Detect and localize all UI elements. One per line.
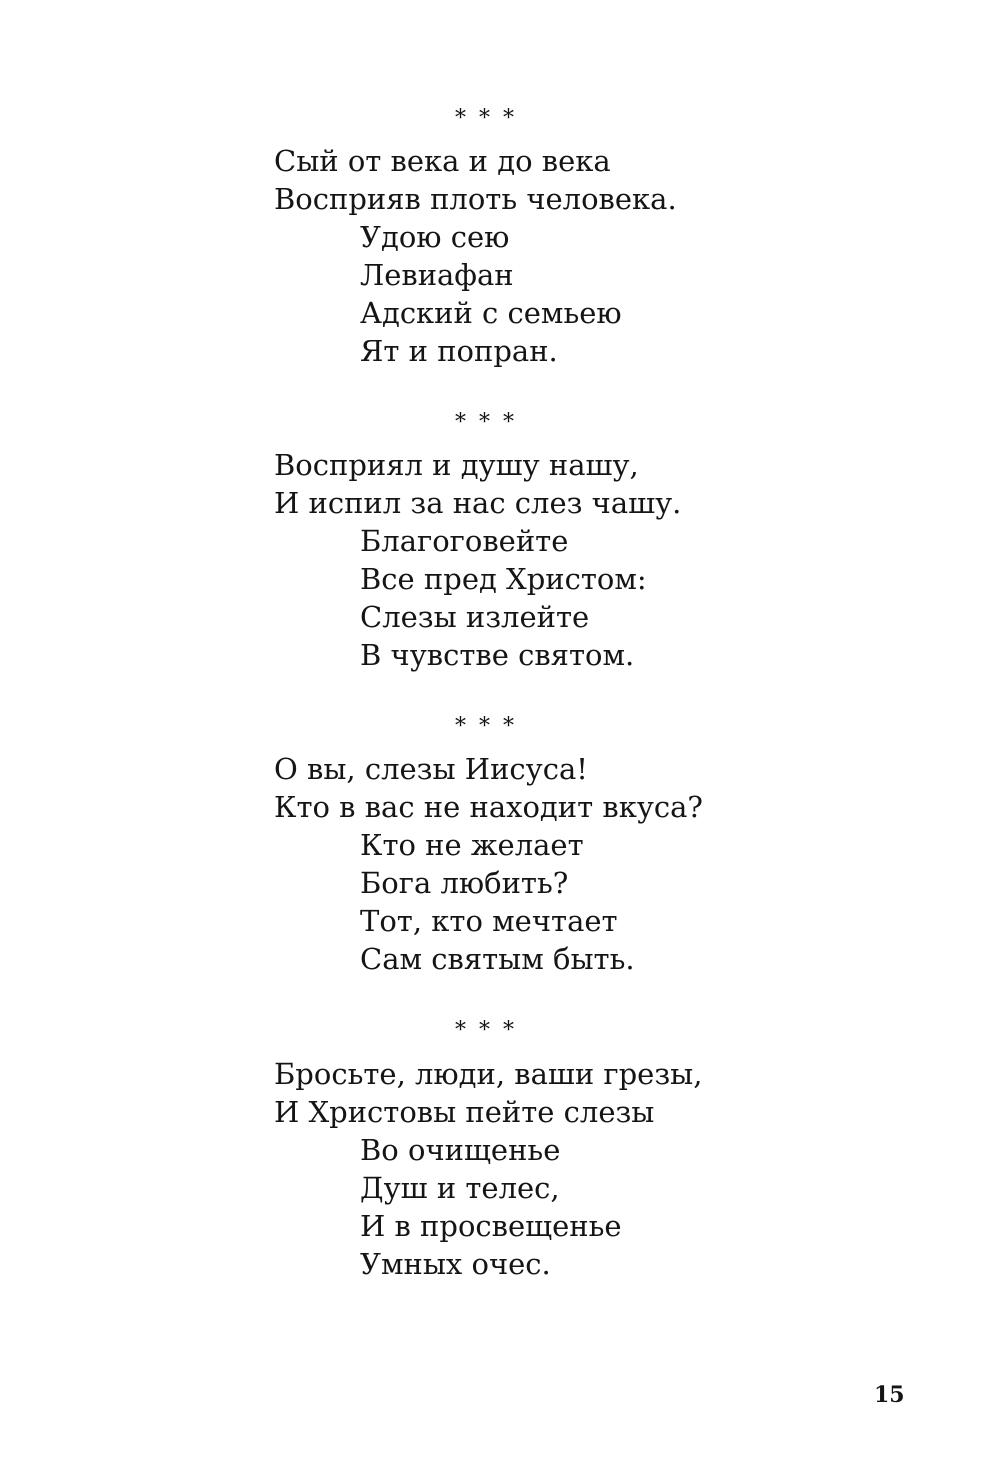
- verse-line-indented: И в просвещенье: [360, 1209, 622, 1243]
- verse-line-indented: Душ и телес,: [360, 1171, 560, 1205]
- verse-line-indented: Кто не желает: [360, 828, 584, 862]
- verse-line-indented: Ят и попран.: [360, 334, 558, 368]
- verse-line-indented: Сам святым быть.: [360, 942, 635, 976]
- verse-line: И Христовы пейте слезы: [274, 1095, 655, 1129]
- verse-line-indented: Левиафан: [360, 258, 514, 292]
- verse-line: И испил за нас слез чашу.: [274, 486, 682, 520]
- verse-line-indented: Все пред Христом:: [360, 562, 647, 596]
- verse-line-indented: Удою сею: [360, 220, 510, 254]
- stanza-separator: * * *: [455, 714, 517, 739]
- verse-line-indented: В чувстве святом.: [360, 638, 635, 672]
- verse-line-indented: Умных очес.: [360, 1247, 551, 1281]
- verse-line-indented: Тот, кто мечтает: [360, 904, 618, 938]
- verse-line: О вы, слезы Иисуса!: [274, 752, 588, 786]
- verse-line: Восприял и душу нашу,: [274, 448, 639, 482]
- stanza-separator: * * *: [455, 106, 517, 131]
- verse-line-indented: Адский с семьею: [360, 296, 622, 330]
- verse-line-indented: Слезы излейте: [360, 600, 590, 634]
- verse-line: Бросьте, люди, ваши грезы,: [274, 1057, 703, 1091]
- verse-line: Кто в вас не находит вкуса?: [274, 790, 703, 824]
- verse-line-indented: Во очищенье: [360, 1133, 561, 1167]
- verse-line: Сый от века и до века: [274, 144, 611, 178]
- stanza-separator: * * *: [455, 410, 517, 435]
- verse-line-indented: Благоговейте: [360, 524, 569, 558]
- page-number: 15: [874, 1382, 905, 1408]
- verse-line: Восприяв плоть человека.: [274, 182, 677, 216]
- verse-line-indented: Бога любить?: [360, 866, 569, 900]
- stanza-separator: * * *: [455, 1018, 517, 1043]
